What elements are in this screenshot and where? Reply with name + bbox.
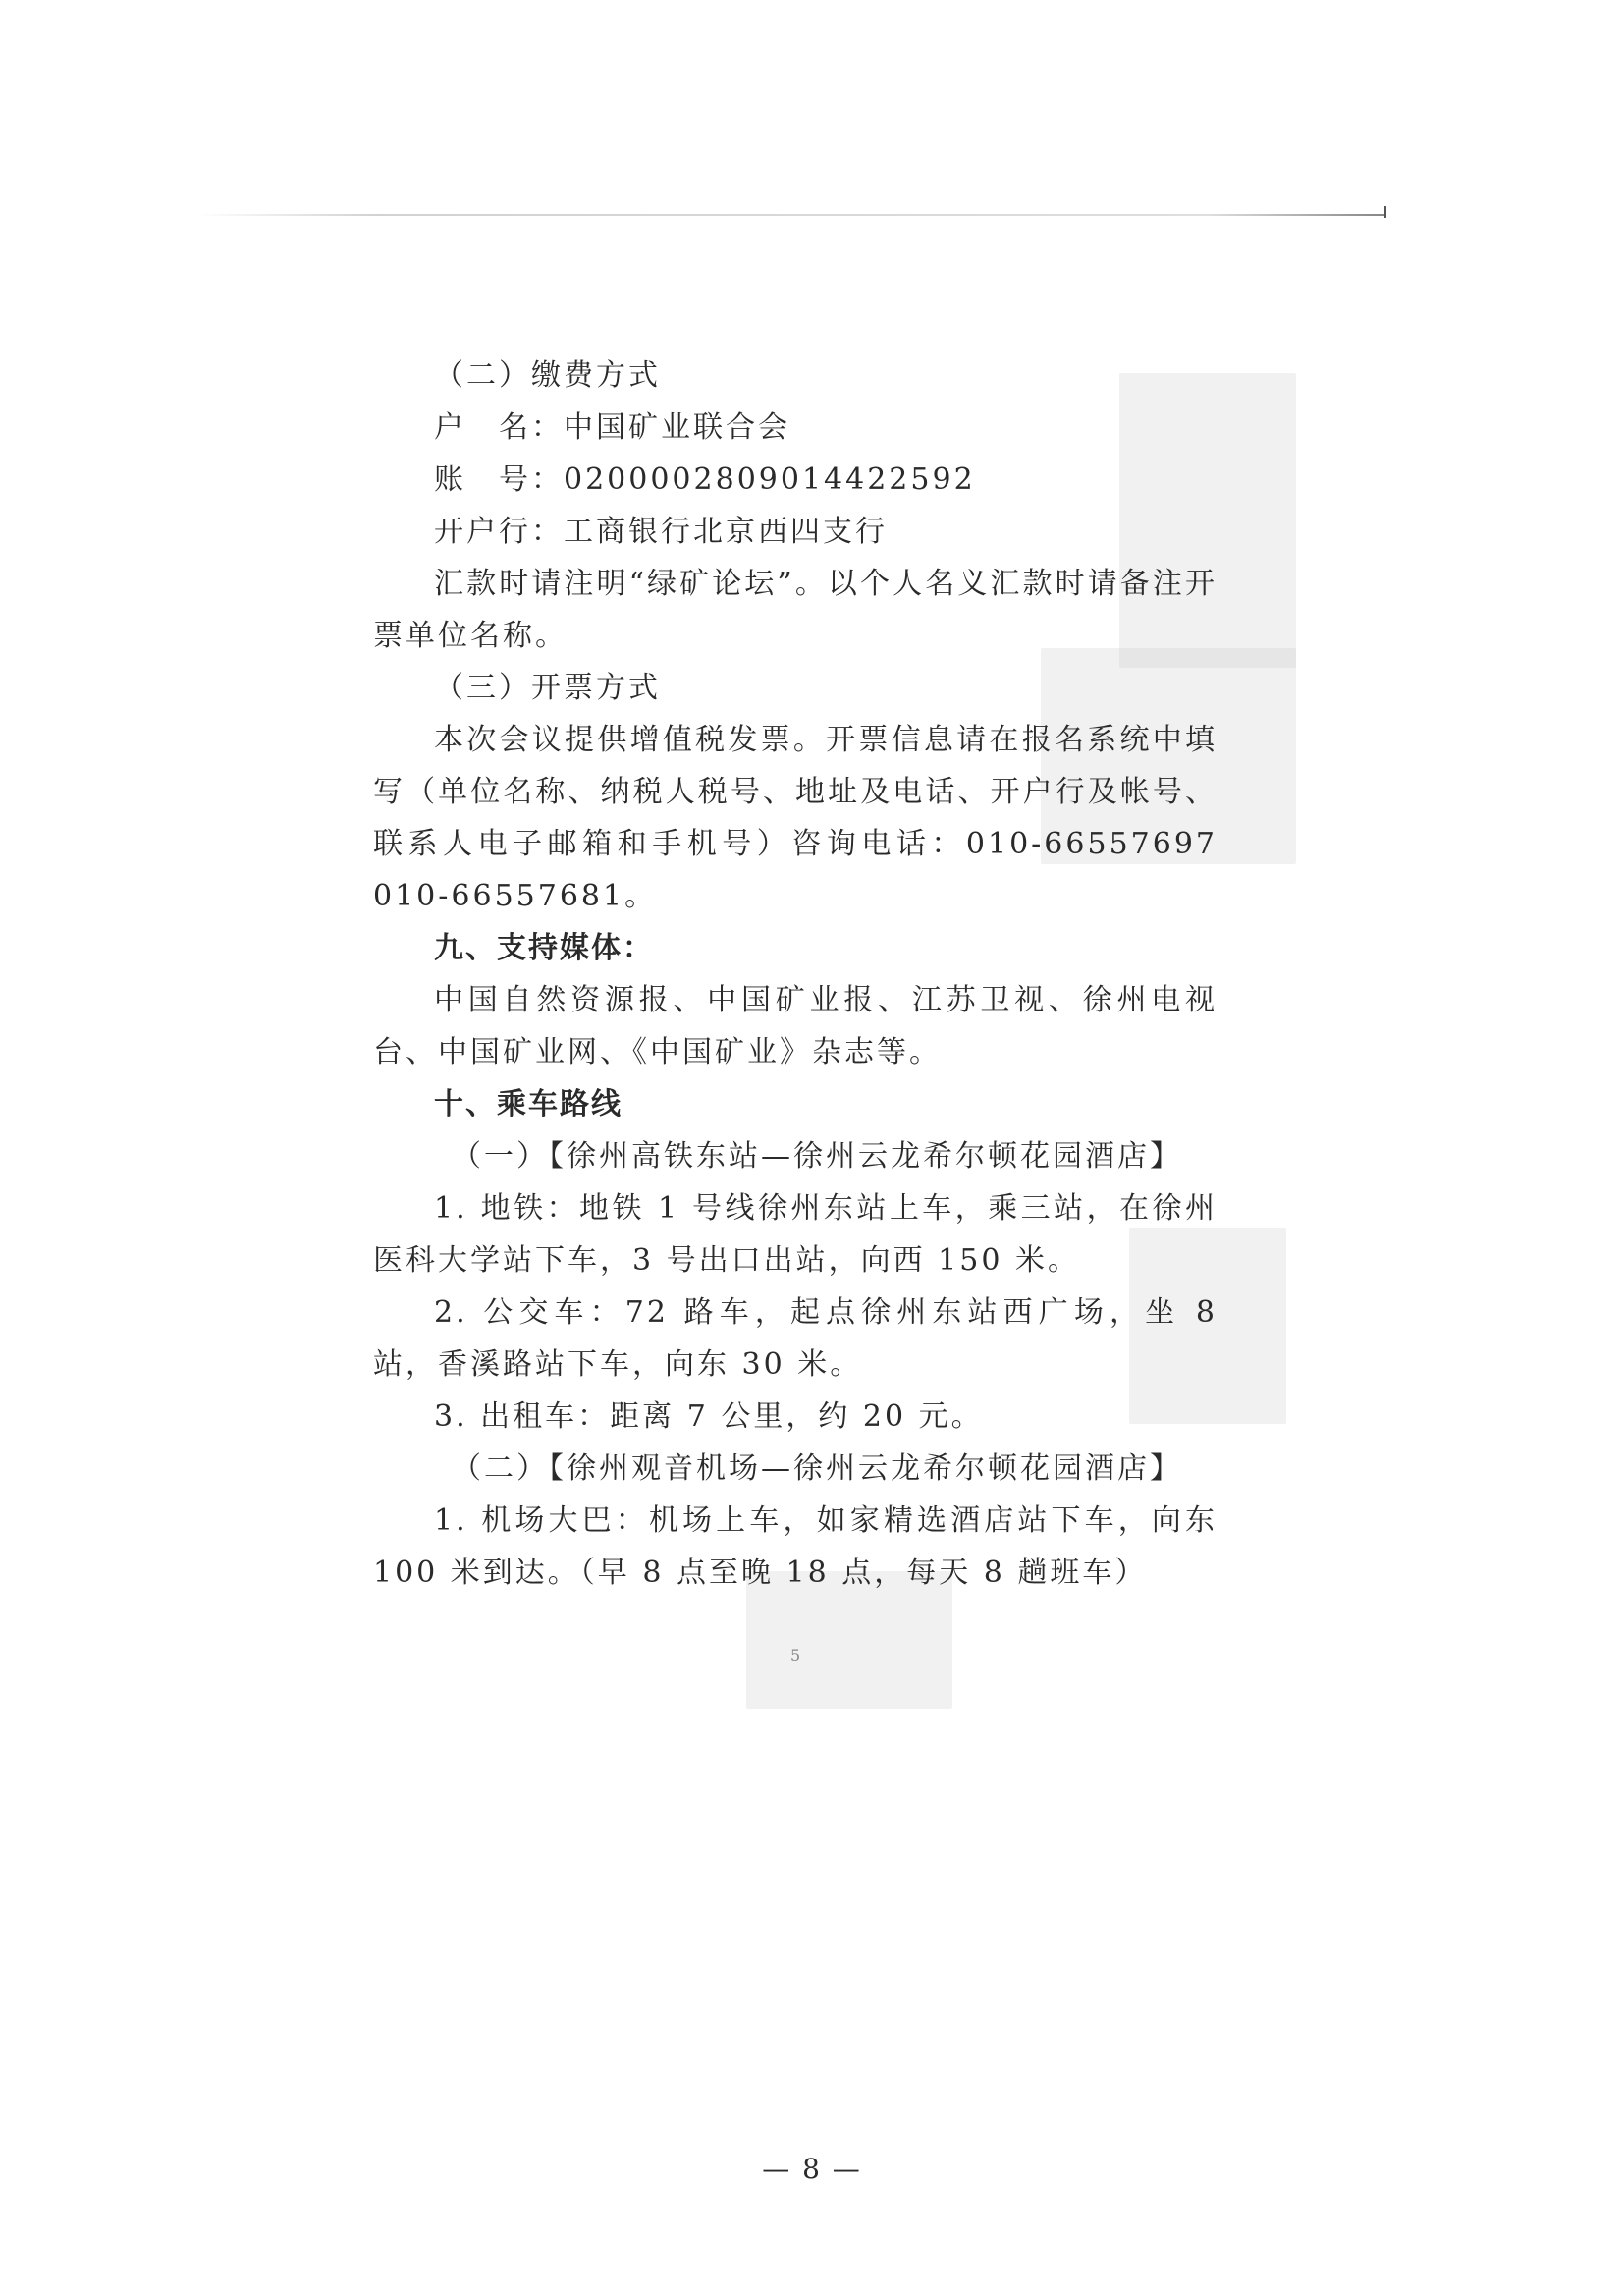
media-heading: 九、支持媒体： [434, 931, 654, 965]
route1-title: （一）【徐州高铁东站—徐州云龙希尔顿花园酒店】 [452, 1139, 1182, 1174]
route1-item: 3. 出租车：距离 7 公里，约 20 元。 [434, 1399, 984, 1434]
route1-item: 2. 公交车：72 路车，起点徐州东站西广场，坐 8 站，香溪路站下车，向东 30 米。 [373, 1295, 1218, 1382]
document-body [373, 350, 1218, 1599]
remittance-note: 汇款时请注明“绿矿论坛”。以个人名义汇款时请备注开票单位名称。 [373, 567, 1218, 653]
payment-heading: （二）缴费方式 [434, 358, 661, 393]
route2-item: 1. 机场大巴：机场上车，如家精选酒店站下车，向东 100 米到达。（早 8 点至晚 18 点，每天 8 趟班车） [373, 1503, 1218, 1590]
account-number-line: 账 号：0200002809014422592 [434, 463, 976, 497]
page-number: — 8 — [762, 2153, 862, 2185]
scan-edge-line [196, 214, 1386, 216]
media-text: 中国自然资源报、中国矿业报、江苏卫视、徐州电视台、中国矿业网、《中国矿业》杂志等。 [373, 983, 1218, 1069]
scan-edge-mark [1384, 206, 1386, 218]
route2-title: （二）【徐州观音机场—徐州云龙希尔顿花园酒店】 [452, 1451, 1182, 1486]
invoice-text: 本次会议提供增值税发票。开票信息请在报名系统中填写（单位名称、纳税人税号、地址及电话、开户行及帐号、联系人电子邮箱和手机号）咨询电话：010-66557697 010-66557681。 [373, 723, 1218, 913]
account-name-line: 户 名：中国矿业联合会 [434, 410, 790, 445]
route1-item: 1. 地铁：地铁 1 号线徐州东站上车，乘三站，在徐州医科大学站下车，3 号出口出站，向西 150 米。 [373, 1191, 1218, 1278]
bleed-through-page-number: 5 [790, 1646, 801, 1665]
route-heading: 十、乘车路线 [434, 1087, 623, 1121]
invoice-heading: （三）开票方式 [434, 671, 661, 705]
bank-line: 开户行：工商银行北京西四支行 [434, 515, 888, 549]
